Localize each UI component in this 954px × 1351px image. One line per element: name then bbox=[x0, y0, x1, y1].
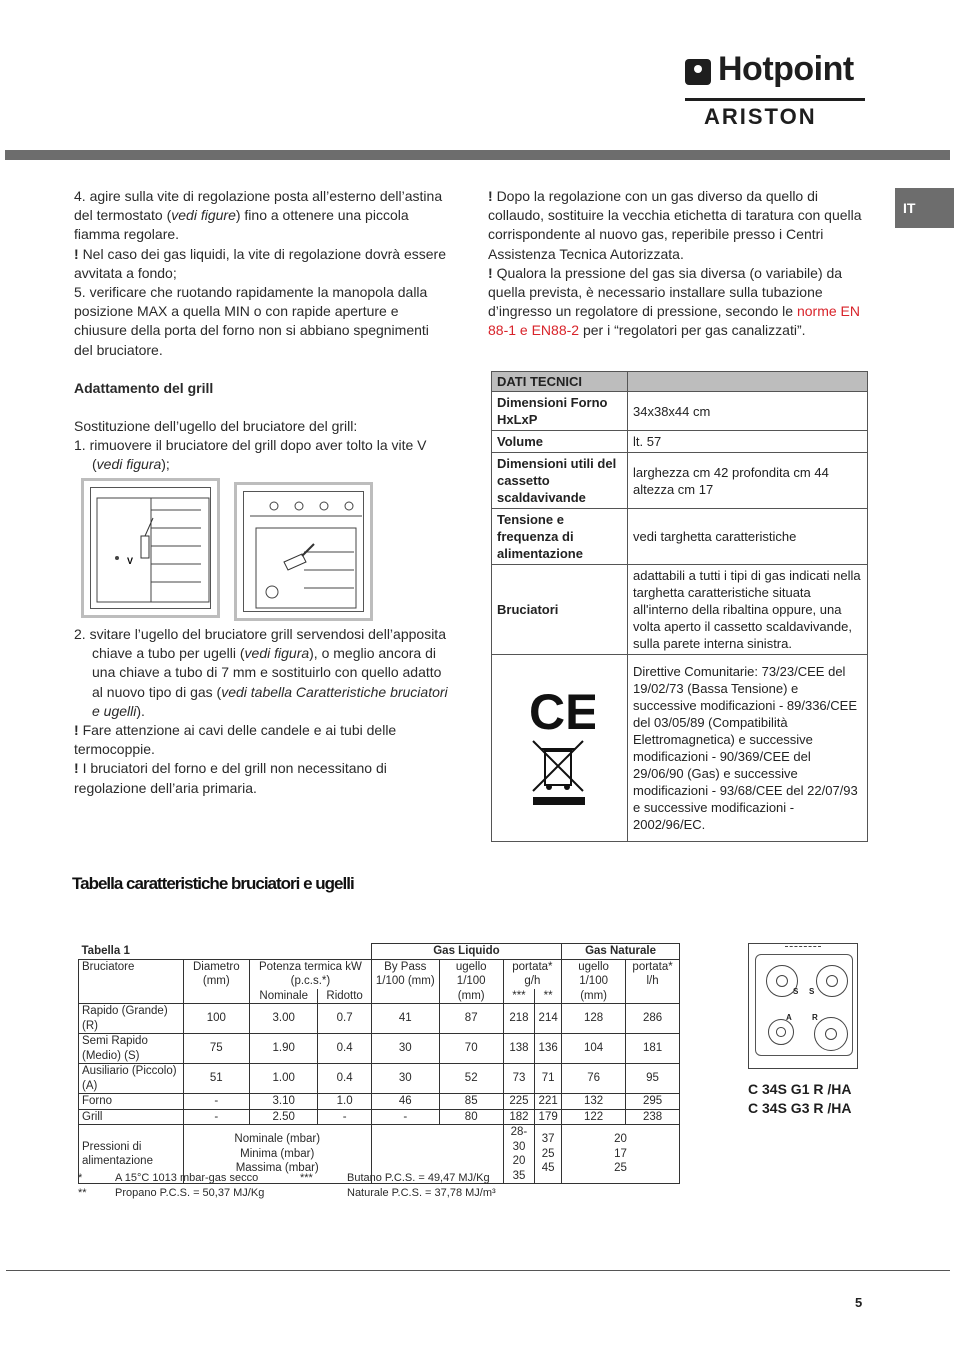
grill-step-1: 1. rimuovere il bruciatore del grill dopo aver tolto la vite V (vedi figura); bbox=[74, 437, 427, 473]
logo-mark-icon bbox=[685, 59, 711, 85]
table-row: Grill - 2.50 - - 80 182 179 122 238 bbox=[79, 1109, 680, 1125]
norms-link: norme EN 88-1 e EN88-2 bbox=[488, 303, 861, 339]
lpg-header: Gas Liquido bbox=[371, 944, 561, 960]
burner-icon bbox=[768, 1019, 794, 1045]
note-pressure: ! Qualora la pressione del gas sia diversa (o variabile) da quella prevista, è necessario installare sulla tubazione d’ingresso un regolatore di pressione, secondo le norme EN 88-1 e EN88-2 per i “regolatori per gas canalizzati”. bbox=[488, 264, 861, 339]
left-column bbox=[74, 187, 448, 475]
model-name: C 34S G1 R /HA bbox=[748, 1081, 852, 1097]
model-list bbox=[748, 1080, 851, 1118]
hotpoint-ariston-logo bbox=[684, 50, 866, 131]
ce-weee-icons bbox=[525, 681, 595, 811]
technical-data-title: DATI TECNICI bbox=[492, 372, 628, 392]
technical-data-table: DATI TECNICI Dimensioni Forno HxLxP 34x38x44 cm Volume lt. 57 Dimensioni utili del cassetto scaldavivande larghezza cm 42 profondita cm 44 altezza cm 17 Tensione e frequenza di alimentazione vedi targhetta caratteristiche Bruciatori adattabili a tutti i tipi di gas indicati nella targhetta caratteristiche situata all'interno della ribaltina oppure, una volta aperto il cassetto scaldavivande, sulla parete interna sinistra. CE Direttive Comunitarie: 73/23/CEE del 19/02/73 (Bassa Tensione) e successive modificazioni - 89/336/CEE del 03/05/89 (Compatibilità Elettromagnetica) e successive modificazioni - 90/369/CEE del 29/06/90 (Gas) e successive modificazioni - 93/68/CEE del 22/07/93 e successive modificazioni - 2002/96/EC. bbox=[491, 371, 868, 842]
note-label: ! Dopo la regolazione con un gas diverso da quello di collaudo, sostituire la vecchia etichetta di taratura con quella corrispondente al nuovo gas, reperibile presso i Centri Assistenza Tecnica Autorizzata. bbox=[488, 188, 862, 262]
table-row: Ausiliario (Piccolo) (A) 51 1.00 0.4 30 52 73 71 76 95 bbox=[79, 1064, 680, 1094]
page-number: 5 bbox=[855, 1295, 863, 1310]
ce-mark: CE bbox=[528, 684, 595, 740]
grill-section-title: Adattamento del grill bbox=[74, 379, 214, 396]
note-primary-air: ! I bruciatori del forno e del grill non necessitano di regolazione dell’aria primaria. bbox=[74, 760, 387, 796]
burner-table-title: Tabella caratteristiche bruciatori e ugelli bbox=[72, 874, 354, 893]
figure-grill-screw bbox=[81, 478, 220, 618]
grill-step-2: 2. svitare l’ugello del bruciatore grill servendosi dell’apposita chiave a tubo per ugelli (vedi figura), o meglio ancora di una chiave a tubo di 7 mm e sostituirlo con quello adatto al nuovo tipo di gas (vedi tabella Caratteristiche bruciatori e ugelli). bbox=[74, 626, 448, 719]
footer-rule bbox=[6, 1270, 950, 1271]
table-row: Rapido (Grande) (R) 100 3.00 0.7 41 87 218 214 128 286 bbox=[79, 1004, 680, 1034]
screw-v-label: V bbox=[127, 556, 134, 566]
header-bar bbox=[5, 150, 950, 160]
left-column-lower bbox=[74, 625, 448, 798]
oven-interior-figure bbox=[91, 488, 216, 614]
brand-sub: ARISTON bbox=[704, 104, 817, 129]
directives-text: Direttive Comunitarie: 73/23/CEE del 19/02/73 (Bassa Tensione) e successive modificazioni - 89/336/CEE del 03/05/89 (Compatibilità Elettromagnetica) e successive modificazioni - 90/369/CEE del 29/06/90 (Gas) e successive modificazioni - 93/68/CEE del 22/07/93 e successive modificazioni - 2002/96/EC. bbox=[628, 655, 868, 842]
natural-gas-header: Gas Naturale bbox=[562, 944, 680, 960]
right-column bbox=[488, 187, 864, 341]
note-liquid-gas: ! Nel caso dei gas liquidi, la vite di regolazione dovrà essere avvitata a fondo; bbox=[74, 245, 446, 281]
weee-bin-icon bbox=[533, 741, 585, 805]
burner-icon bbox=[814, 1017, 848, 1051]
table-row: Semi Rapido (Medio) (S) 75 1.90 0.4 30 70 138 136 104 181 bbox=[79, 1034, 680, 1064]
table-row: Forno - 3.10 1.0 46 85 225 221 132 295 bbox=[79, 1094, 680, 1110]
ce-weee-marks bbox=[492, 655, 628, 842]
language-tab: IT bbox=[895, 188, 954, 228]
table-caption: Tabella 1 bbox=[79, 944, 372, 960]
grill-intro: Sostituzione dell’ugello del bruciatore del grill: bbox=[74, 418, 358, 435]
note-cables: ! Fare attenzione ai cavi delle candele e ai tubi delle termocoppie. bbox=[74, 722, 397, 758]
burner-icon bbox=[816, 965, 848, 997]
model-name: C 34S G3 R /HA bbox=[748, 1100, 852, 1116]
brand-name: Hotpoint bbox=[718, 50, 854, 88]
step-5: 5. verificare che ruotando rapidamente la manopola dalla posizione MAX a quella MIN o con rapide aperture e chiusure della porta del forno non si abbiano spegnimenti del bruciatore. bbox=[74, 284, 429, 358]
figure-grill-nozzle bbox=[234, 482, 373, 621]
pressure-row: Pressioni di alimentazione Nominale (mbar) Minima (mbar) Massima (mbar) 28-30 20 35 37 25 45 20 17 25 bbox=[79, 1125, 680, 1184]
hob-diagram: S S A R bbox=[748, 943, 858, 1069]
burner-nozzle-table: Tabella 1 Gas Liquido Gas Naturale Bruciatore Diametro (mm) Potenza termica kW (p.c.s.*) By Pass 1/100 (mm) ugello 1/100 (mm) portata* g/h ugello 1/100 (mm) portata* l/h Nominale Ridotto *** ** Rapido (Grande) (R) 100 3.00 0.7 41 87 218 214 128 286 Semi Rapido (Medio) (S) 75 1.90 0.4 30 70 138 136 104 181 Ausiliario (Piccolo) (A) 51 1.00 0.4 30 52 73 71 76 95 Forno - 3.10 1.0 46 85 225 221 132 295 Grill - 2.50 - - 80 182 179 122 238 Pressioni di alimentazione Nominale (mbar) Minima (mbar) Massima (mbar) 28-30 20 35 37 25 45 20 17 25 bbox=[78, 943, 680, 1184]
step-4: 4. agire sulla vite di regolazione posta all’esterno dell’astina del termostato (vedi figure) fino a ottenere una piccola fiamma regolare. bbox=[74, 188, 443, 243]
table-notes: * A 15°C 1013 mbar-gas secco *** Butano P.C.S. = 49,47 MJ/Kg ** Propano P.C.S. = 50,37 MJ/Kg Naturale P.C.S. = 37,78 MJ/m³ bbox=[78, 1172, 496, 1199]
oven-nozzle-figure bbox=[244, 492, 369, 617]
